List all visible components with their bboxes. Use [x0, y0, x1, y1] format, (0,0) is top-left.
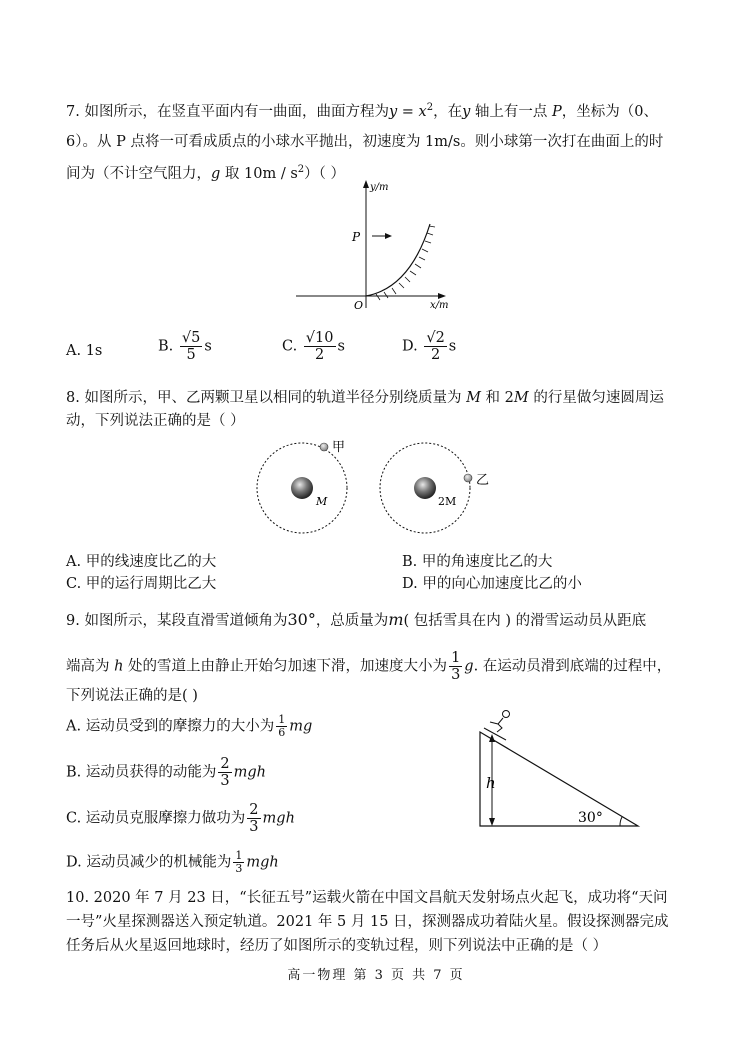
q9-text: ，总质量为 [315, 613, 389, 629]
q9-option-c-num: 2 [249, 802, 259, 818]
q9-figure [470, 708, 650, 832]
q8-m: M [513, 390, 529, 406]
q9-text: 处的雪道上由静止开始匀加速下滑，加速度大小为 [123, 658, 448, 675]
q9-fig-angle: 30° [578, 810, 603, 826]
q7-option-d [402, 330, 456, 363]
planet-m [291, 477, 313, 499]
q9-option-c-den: 3 [249, 819, 259, 835]
q7-figure [290, 176, 460, 316]
q7-eq-sign: = [397, 103, 419, 120]
q7-text: 取 10 [220, 165, 263, 182]
q9-g: g [464, 658, 474, 675]
q7-option-d-num: √2 [426, 330, 445, 346]
q9-option-a-unit: mg [289, 718, 313, 735]
page-footer: 高一物理 第 3 页 共 7 页 [287, 968, 465, 983]
q7-fig-p-label: P [352, 230, 361, 244]
q7-line-1 [66, 98, 658, 122]
q9-option-a-den: 6 [278, 726, 286, 739]
planet-2m [414, 477, 436, 499]
q7-text: 7. 如图所示，在竖直平面内有一曲面，曲面方程为 [66, 103, 389, 120]
q7-eq-x: x [418, 103, 427, 120]
q7-option-c-fraction [304, 330, 336, 363]
q7-option-c-label: C. [282, 338, 298, 355]
q9-option-c-fraction [247, 802, 260, 835]
q8-line-2: 动，下列说法正确的是（ ） [66, 413, 245, 429]
q8-fig-sat1: 甲 [332, 440, 346, 455]
q7-option-a: A. 1s [66, 343, 103, 359]
q8-option-d: D. 甲的向心加速度比乙的小 [402, 576, 582, 592]
q7-option-c-num: √10 [305, 330, 334, 346]
satellite-jia [320, 443, 328, 451]
q8-text: 和 2 [480, 390, 514, 406]
q10-line-2: 一号”火星探测器送入预定轨道。2021 年 5 月 15 日，探测器成功着陆火星。假设探测器完成 [66, 914, 669, 930]
q9-angle: 30° [287, 610, 316, 629]
q7-option-b-label: B. [158, 338, 174, 355]
q9-option-b-num: 2 [220, 756, 230, 772]
q8-text: 的行星做匀速圆周运 [528, 390, 664, 406]
q8-fig-planet2: 2M [438, 495, 457, 508]
skier-icon [484, 711, 510, 741]
q9-option-c-unit: mgh [262, 810, 295, 827]
q7-option-b-unit: s [204, 338, 212, 355]
q7-option-d-den: 2 [430, 347, 441, 363]
q7-option-d-fraction [424, 330, 446, 363]
q9-option-b-fraction [218, 756, 231, 789]
q9-option-b-unit: mgh [233, 764, 266, 781]
satellite-yi [464, 474, 472, 482]
q7-line-2: 6）。从 P 点将一可看成质点的小球水平抛出，初速度为 1m/s。则小球第一次打在曲面上的时 [66, 134, 664, 150]
q9-text: ( 包括雪具在内 ) 的滑雪运动员从距底 [403, 613, 647, 629]
q7-eq-exp: 2 [426, 102, 434, 113]
q9-option-a-text: A. 运动员受到的摩擦力的大小为 [66, 718, 275, 735]
q7-option-c-den: 2 [315, 347, 325, 363]
q7-option-b [158, 330, 212, 363]
q9-line-3: 下列说法正确的是( ) [66, 688, 198, 704]
q7-eq-y: y [388, 103, 398, 120]
q9-option-d-text: D. 运动员减少的机械能为 [66, 854, 232, 871]
q9-option-b [66, 756, 266, 789]
q9-fig-h: h [486, 774, 496, 792]
q9-line-2 [66, 650, 671, 683]
q9-option-a-num: 1 [278, 713, 286, 726]
q7-unit-exp: 2 [297, 164, 305, 175]
q9-option-a-fraction [276, 714, 287, 739]
q9-accel-fraction [449, 650, 462, 683]
q9-accel-num: 1 [451, 650, 461, 666]
q7-fig-y-label: y/m [370, 182, 389, 193]
q9-h: h [114, 658, 124, 675]
q9-option-d-fraction [233, 850, 244, 875]
q9-option-d-num: 1 [235, 849, 243, 862]
q9-line-1 [66, 610, 646, 631]
q7-y: y [462, 103, 471, 120]
q10-line-3: 任务后从火星返回地球时，经历了如图所示的变轨过程，则下列说法中正确的是（ ） [66, 938, 608, 954]
q7-text: 轴上有一点 [470, 103, 553, 120]
incline [480, 732, 638, 826]
q8-text: 8. 如图所示，甲、乙两颗卫星以相同的轨道半径分别绕质量为 [66, 390, 467, 406]
q7-option-d-unit: s [448, 338, 457, 355]
q7-text: ，在 [433, 103, 463, 120]
q7-option-b-den: 5 [186, 347, 196, 363]
q9-option-a [66, 714, 312, 739]
q8-m: M [466, 390, 481, 406]
q7-text: 间为（不计空气阻力， [66, 165, 211, 182]
q9-text: . 在运动员滑到底端的过程中， [473, 658, 672, 675]
q7-p: P [552, 103, 562, 120]
q9-option-b-den: 3 [220, 773, 230, 789]
q7-fig-origin: O [354, 299, 364, 312]
q9-option-d [66, 850, 279, 875]
q9-option-c [66, 802, 295, 835]
q7-unit: m / s [262, 165, 298, 182]
q7-fig-x-label: x/m [430, 300, 449, 311]
q9-mass: m [388, 610, 404, 629]
q10-line-1: 10. 2020 年 7 月 23 日，“长征五号”运载火箭在中国文昌航天发射场点火起飞，成功将“天问 [66, 890, 668, 906]
q7-g: g [211, 165, 221, 182]
q7-option-b-num: √5 [181, 330, 201, 346]
q7-option-d-label: D. [402, 338, 418, 355]
q8-option-b: B. 甲的角速度比乙的大 [402, 554, 553, 570]
q8-line-1 [66, 388, 664, 408]
q8-option-a: A. 甲的线速度比乙的大 [66, 554, 217, 570]
q7-option-c-unit: s [337, 338, 345, 355]
q8-option-c: C. 甲的运行周期比乙大 [66, 576, 217, 592]
q8-figure [240, 430, 520, 560]
q7-answer-blank: ）（ ） [304, 165, 345, 182]
q9-accel-den: 3 [451, 667, 461, 683]
q7-option-b-fraction [180, 330, 202, 363]
q9-option-d-unit: mgh [246, 854, 279, 871]
q8-fig-planet1: M [316, 495, 328, 508]
q8-fig-sat2: 乙 [476, 473, 490, 488]
q7-option-c [282, 330, 345, 363]
q7-text: ，坐标为（0、 [561, 103, 659, 120]
q9-option-d-den: 3 [235, 862, 243, 875]
q9-option-c-text: C. 运动员克服摩擦力做功为 [66, 810, 246, 827]
q9-text: 端高为 [66, 658, 115, 675]
q9-text: 9. 如图所示，某段直滑雪道倾角为 [66, 613, 288, 629]
q9-option-b-text: B. 运动员获得的动能为 [66, 764, 217, 781]
